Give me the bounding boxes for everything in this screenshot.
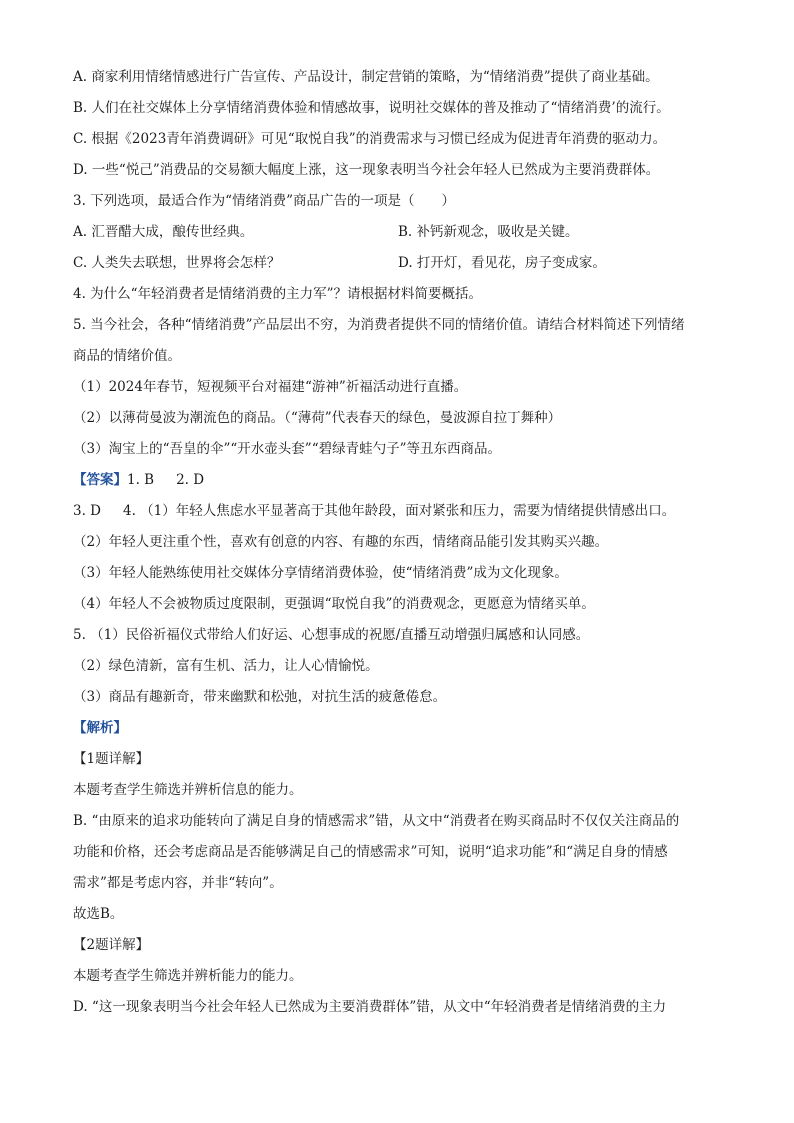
question-4: 4. 为什么“年轻消费者是情绪消费的主力军”？请根据材料简要概括。 [73, 286, 482, 302]
q2-detail-text-1: D. “这一现象表明当今社会年轻人已然成为主要消费群体”错，从文中“年轻消费者是情绪消费的主力 [73, 999, 667, 1015]
option-c-q2: C. 根据《2023青年消费调研》可见“取悦自我”的消费需求与习惯已经成为促进青年消费的驱动力。 [73, 131, 667, 147]
option-a-q2: A. 商家利用情绪情感进行广告宣传、产品设计，制定营销的策略，为“情绪消费”提供了商业基础。 [73, 69, 659, 85]
q2-detail-heading: 【2题详解】 [73, 937, 150, 953]
answer-5-point-1: 5. （1）民俗祈福仪式带给人们好运、心想事成的祝愿/直播互动增强归属感和认同感。 [73, 627, 590, 643]
answer-5-point-2: （2）绿色清新，富有生机、活力，让人心情愉悦。 [73, 658, 379, 674]
q3-option-a: A. 汇晋醋大成，酿传世经典。 [73, 224, 254, 240]
answer-tag: 【答案】 [73, 472, 127, 488]
analysis-tag: 【解析】 [73, 720, 127, 736]
q1-detail-text-3: 需求”都是考虑内容，并非“转向”。 [73, 875, 283, 891]
option-d-q2: D. 一些“悦己”消费品的交易额大幅度上涨，这一现象表明当今社会年轻人已然成为主要消费群体。 [73, 162, 660, 178]
answer-2: 2. D [176, 472, 205, 488]
answer-4-point-1: 4. （1）年轻人焦虑水平显著高于其他年龄段，面对紧张和压力，需要为情绪提供情感出口。 [123, 503, 676, 519]
answer-4-point-2: （2）年轻人更注重个性，喜欢有创意的内容、有趣的东西，情绪商品能引发其购买兴趣。 [73, 534, 609, 550]
document-page [73, 62, 723, 1023]
q1-detail-text-2: 功能和价格，还会考虑商品是否能够满足自己的情感需求”可知，说明“追求功能”和“满足自身的情感 [73, 844, 668, 860]
answer-1: 1. B [127, 472, 155, 488]
question-3: 3. 下列选项，最适合作为“情绪消费”商品广告的一项是（ ） [73, 193, 455, 209]
q1-conclusion: 故选B。 [73, 906, 124, 922]
q5-item-2: （2）以薄荷曼波为潮流色的商品。（“薄荷”代表春天的绿色，曼波源自拉丁舞种） [73, 410, 562, 426]
question-5-cont: 商品的情绪价值。 [73, 348, 181, 364]
q3-options-row-2 [73, 248, 723, 279]
question-5: 5. 当今社会，各种“情绪消费”产品层出不穷，为消费者提供不同的情绪价值。请结合材料简述下列情绪 [73, 317, 685, 333]
q3-options-row-1 [73, 217, 723, 248]
q1-detail-intro: 本题考查学生筛选并辨析信息的能力。 [73, 782, 303, 798]
answer-5-point-3: （3）商品有趣新奇，带来幽默和松弛，对抗生活的疲惫倦怠。 [73, 689, 447, 705]
q1-detail-text-1: B. “由原来的追求功能转向了满足自身的情感需求”错，从文中“消费者在购买商品时不仅仅关注商品的 [73, 813, 680, 829]
q3-option-c: C. 人类失去联想，世界将会怎样？ [73, 255, 281, 271]
answer-4-point-4: （4）年轻人不会被物质过度限制，更强调“取悦自我”的消费观念，更愿意为情绪买单。 [73, 596, 595, 612]
q3-option-d: D. 打开灯，看见花，房子变成家。 [398, 255, 606, 271]
q5-item-3: （3）淘宝上的“吾皇的伞”“开水壶头套”“碧绿青蛙勺子”等丑东西商品。 [73, 441, 501, 457]
option-b-q2: B. 人们在社交媒体上分享情绪消费体验和情感故事，说明社交媒体的普及推动了“情绪消费’的流行。 [73, 100, 670, 116]
q1-detail-heading: 【1题详解】 [73, 751, 150, 767]
q2-detail-intro: 本题考查学生筛选并辨析能力的能力。 [73, 968, 303, 984]
q3-option-b: B. 补钙新观念，吸收是关键。 [398, 224, 579, 240]
answer-line [73, 465, 723, 496]
answer-4-point-3: （3）年轻人能熟练使用社交媒体分享情绪消费体验，使“情绪消费”成为文化现象。 [73, 565, 568, 581]
q5-item-1: （1）2024年春节，短视频平台对福建“游神”祈福活动进行直播。 [73, 379, 468, 395]
answer-3: 3. D [73, 503, 101, 519]
answer-3-4 [73, 496, 723, 527]
